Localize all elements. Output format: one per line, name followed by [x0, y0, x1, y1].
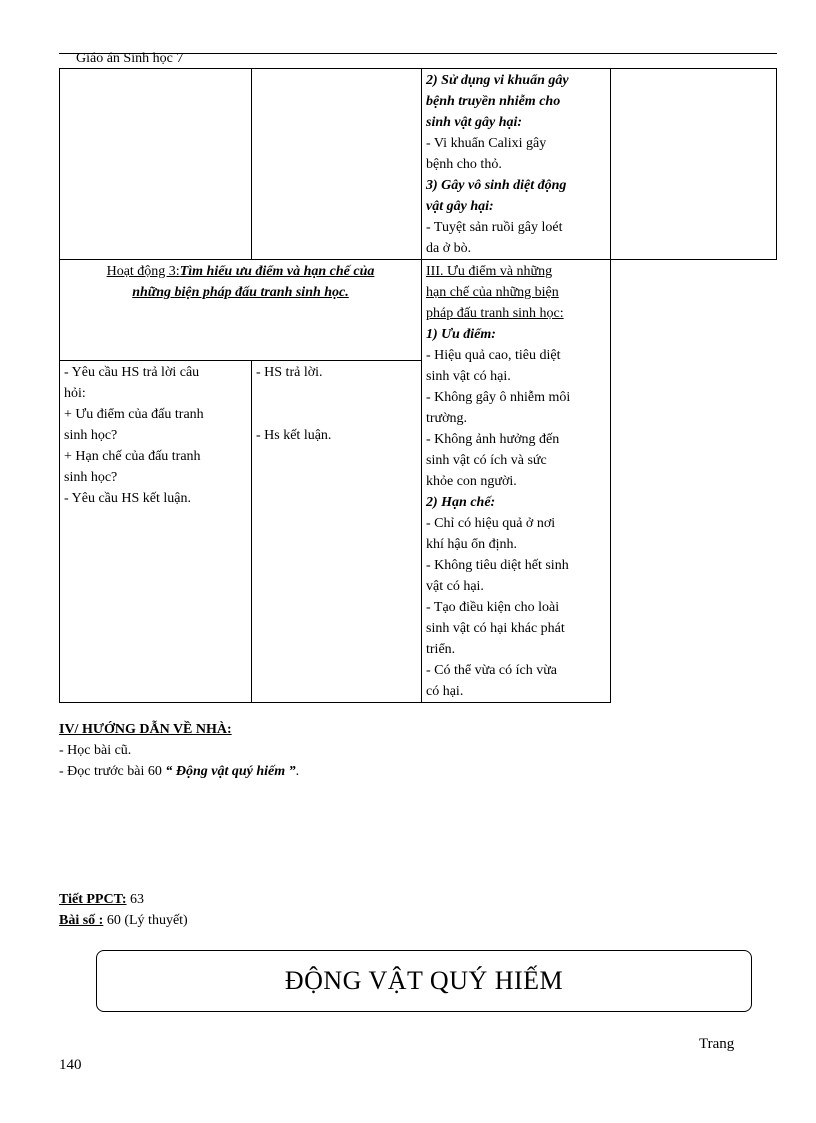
cell-line: vật có hại. — [426, 579, 484, 594]
teacher-line: sinh học? — [64, 469, 118, 485]
cell-line: 2) Hạn chế: — [426, 495, 496, 510]
cell-line: da ở bò. — [426, 241, 472, 256]
bai-so: Bài số : 60 (Lý thuyết) — [59, 913, 188, 928]
cell-line: 1) Ưu điểm: — [426, 327, 496, 342]
activity-title-line1: Tìm hiểu ưu điểm và hạn chế của — [179, 264, 375, 279]
lesson-table — [59, 68, 777, 703]
cell-line: sinh vật có hại. — [426, 369, 511, 384]
cell-line: có hại. — [426, 684, 464, 699]
cell-line: sinh vật gây hại: — [426, 115, 523, 130]
row1-col1 — [60, 69, 252, 260]
cell-line: pháp đấu tranh sinh học: — [426, 306, 564, 321]
row1-col3 — [422, 69, 611, 260]
homework-item-2: - Đọc trước bài 60 “ Động vật quý hiếm ”. — [59, 764, 300, 779]
cell-line: hạn chế của những biện — [426, 285, 559, 300]
teacher-line: + Ưu điểm của đấu tranh — [64, 406, 204, 422]
row1-col2 — [252, 69, 422, 260]
teacher-line: sinh học? — [64, 427, 118, 443]
cell-line: sinh vật có ích và sức — [426, 453, 547, 468]
tiet-ppct: Tiết PPCT: 63 — [59, 892, 145, 907]
cell-line: trường. — [426, 411, 468, 426]
teacher-line: - Yêu cầu HS kết luận. — [64, 490, 191, 506]
cell-line: - Tạo điều kiện cho loài — [426, 600, 560, 615]
homework-title: IV/ HƯỚNG DẪN VỀ NHÀ: — [59, 722, 232, 737]
cell-line: khỏe con người. — [426, 474, 517, 489]
cell-line: 3) Gây vô sinh diệt động — [426, 178, 567, 193]
header-title: Giáo án Sinh học 7 — [76, 51, 184, 66]
cell-line: - Không tiêu diệt hết sinh — [426, 558, 569, 573]
cell-line: bệnh truyền nhiễm cho — [426, 94, 561, 109]
cell-line: 2) Sử dụng vi khuẩn gây — [426, 73, 569, 88]
teacher-line: - Yêu cầu HS trả lời câu — [64, 364, 200, 380]
cell-line: - Không gây ô nhiễm môi — [426, 390, 571, 405]
cell-line: khí hậu ổn định. — [426, 537, 517, 552]
teacher-line: hỏi: — [64, 385, 86, 401]
footer-trang: Trang — [699, 1036, 735, 1052]
homework-item-1: - Học bài cũ. — [59, 743, 132, 758]
row2-col1 — [60, 360, 252, 702]
next-lesson-title: “ Động vật quý hiếm ” — [165, 764, 296, 779]
cell-line: bệnh cho thỏ. — [426, 157, 502, 172]
row1-col4 — [611, 69, 777, 260]
page-number: 140 — [59, 1057, 82, 1073]
activity-title-line2: những biện pháp đấu tranh sinh học. — [132, 285, 349, 300]
cell-line: - Hiệu quả cao, tiêu diệt — [426, 348, 561, 363]
row2-col2 — [252, 360, 422, 702]
row2-col3 — [422, 260, 611, 703]
activity-heading — [60, 260, 422, 361]
student-conclusion: - Hs kết luận. — [256, 427, 332, 443]
cell-line: - Vi khuẩn Calixi gây — [426, 136, 547, 151]
cell-line: - Không ảnh hưởng đến — [426, 432, 560, 447]
teacher-line: + Hạn chế của đấu tranh — [64, 448, 201, 464]
cell-line: - Có thể vừa có ích vừa — [426, 663, 558, 678]
table-row — [60, 260, 777, 361]
cell-line: sinh vật có hại khác phát — [426, 621, 565, 636]
cell-line: III. Ưu điểm và những — [426, 264, 553, 279]
cell-line: - Tuyệt sản ruồi gây loét — [426, 220, 563, 235]
lesson-title: ĐỘNG VẬT QUÝ HIẾM — [284, 966, 564, 995]
row2-col4 — [611, 260, 777, 703]
table-row — [60, 69, 777, 260]
cell-line: vật gây hại: — [426, 199, 494, 214]
activity-prefix: Hoạt động 3: — [106, 264, 180, 279]
student-answer: - HS trả lời. — [256, 364, 323, 380]
cell-line: triển. — [426, 642, 456, 657]
lesson-title-box — [96, 950, 752, 1012]
cell-line: - Chỉ có hiệu quả ở nơi — [426, 516, 556, 531]
